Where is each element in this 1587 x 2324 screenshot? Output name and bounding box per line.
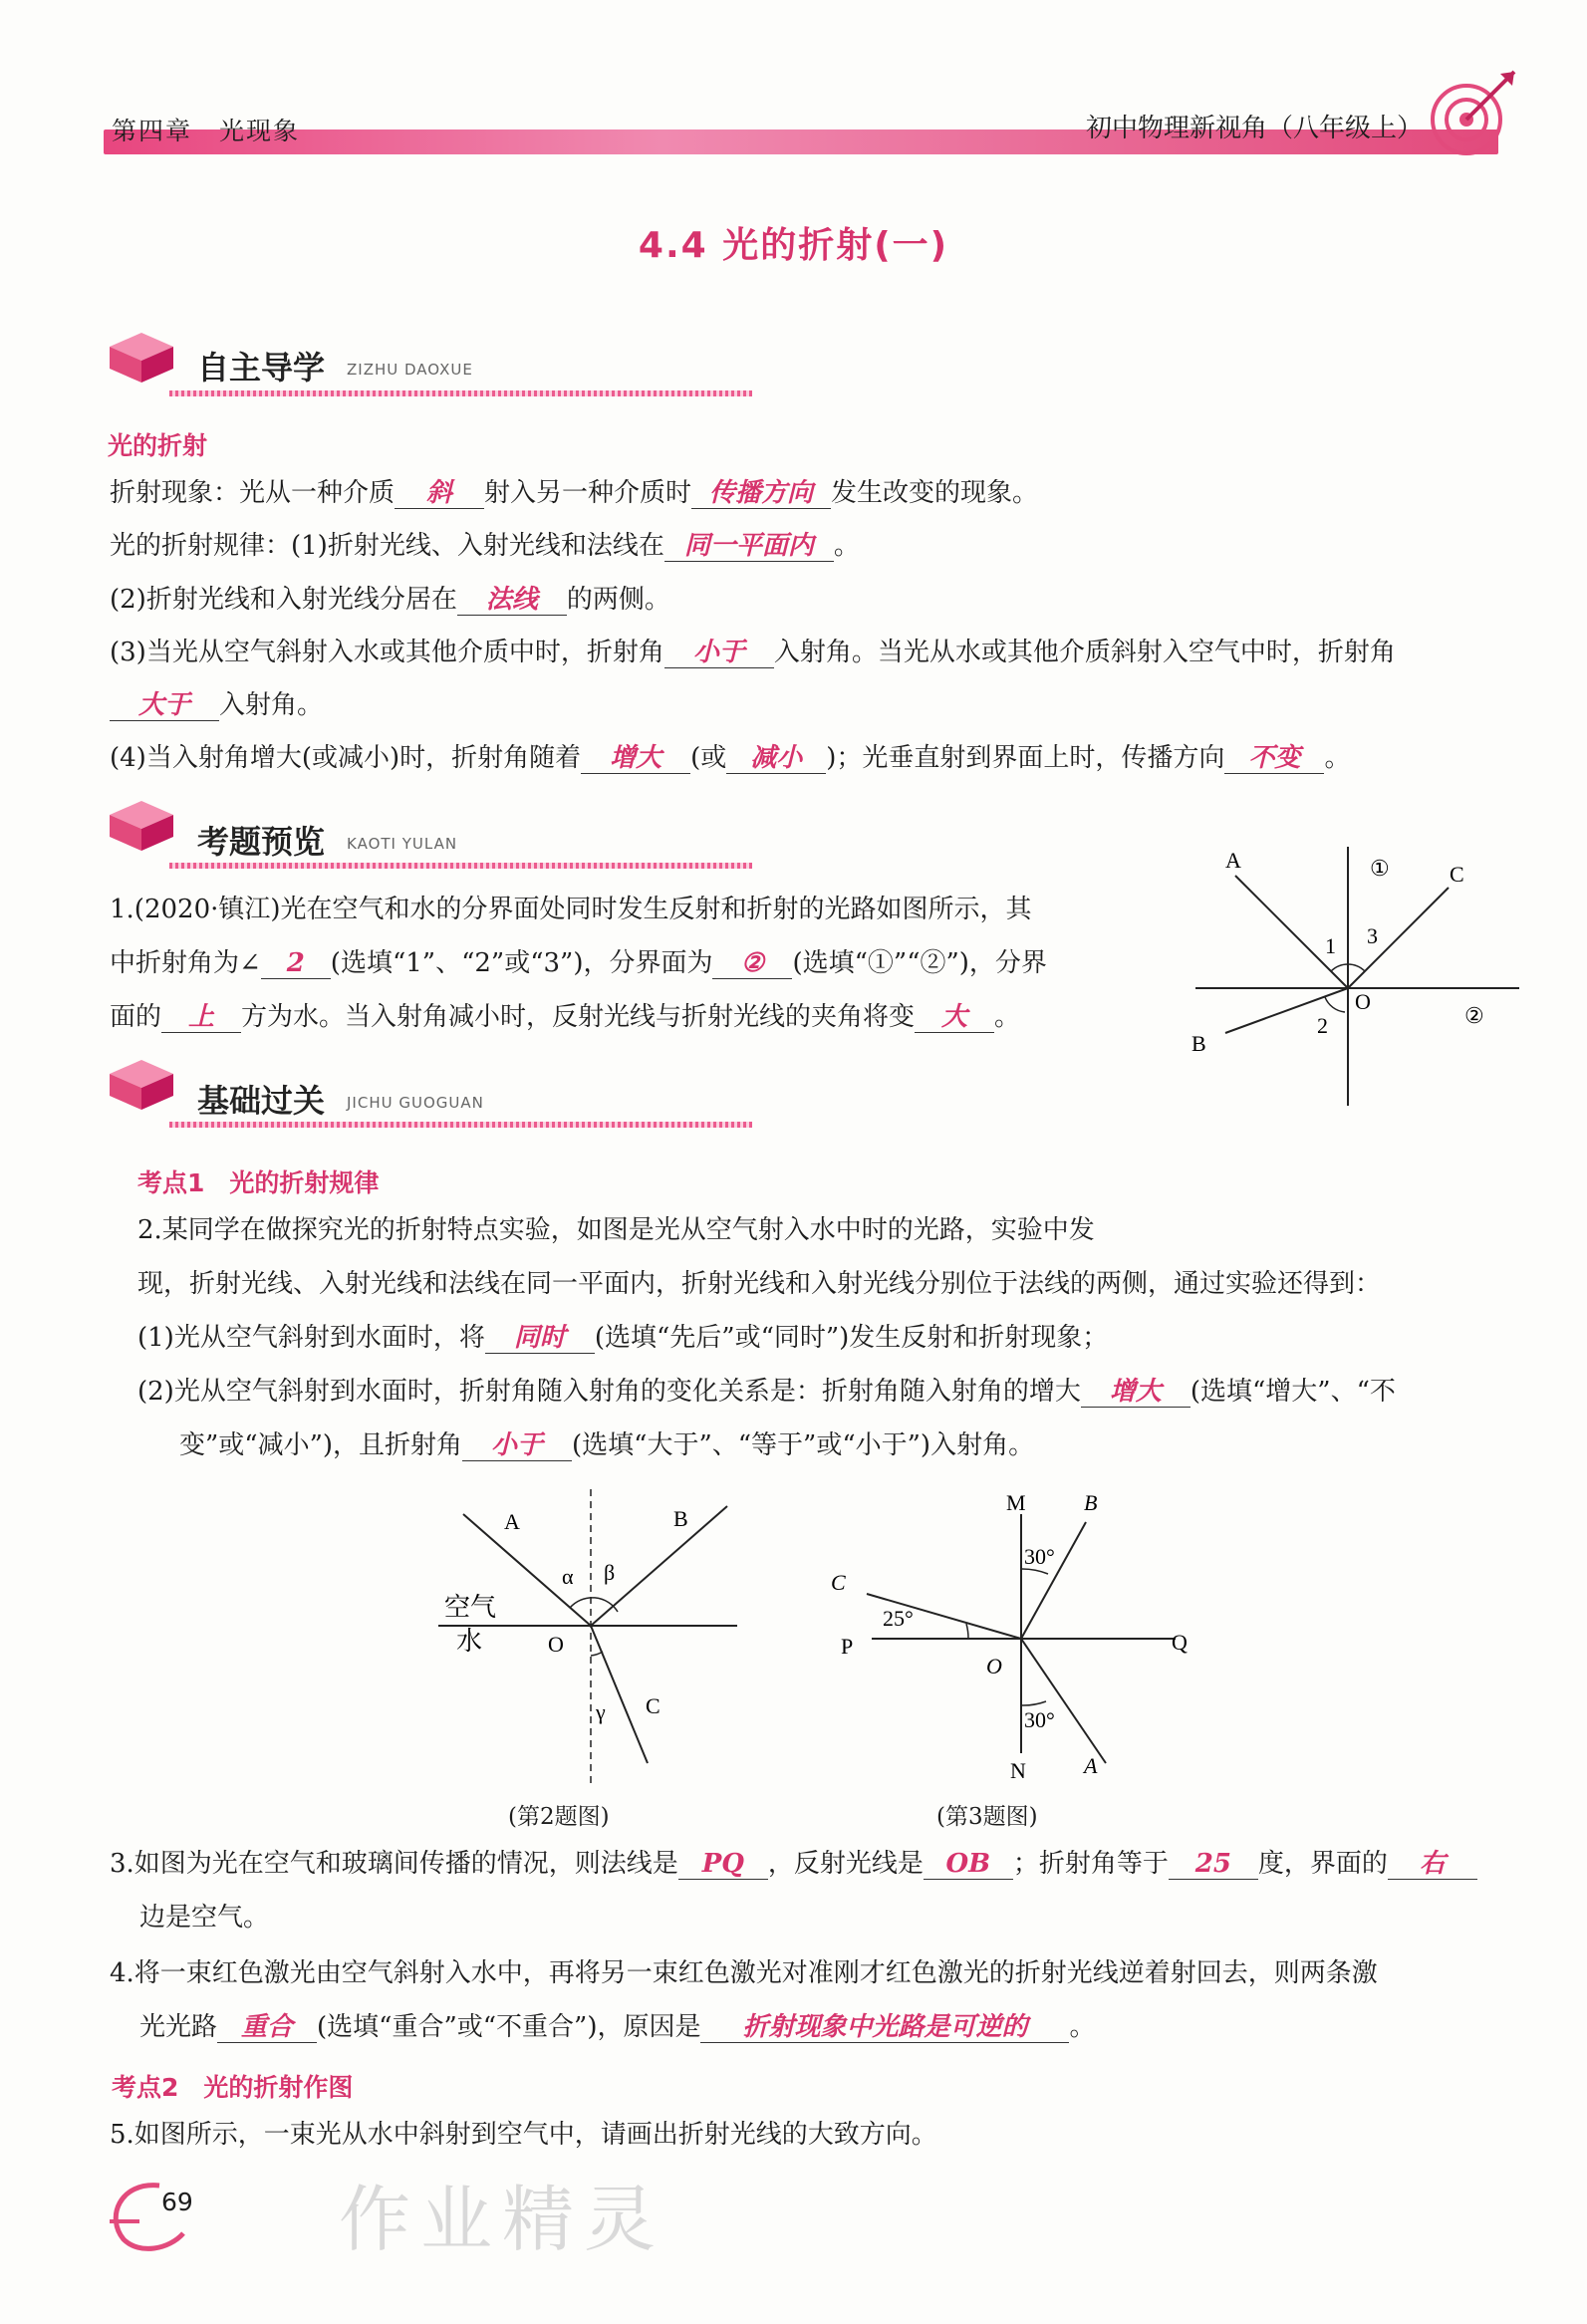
fig3-angle-25: 25° <box>883 1606 914 1631</box>
guide-line-6: (4)当入射角增大(或减小)时，折射角随着 增大 (或 减小 )；光垂直射到界面上时，传播方向 不变 。 <box>110 743 1351 773</box>
answer-blank: 小于 <box>462 1430 572 1461</box>
fig2-label-a: A <box>504 1509 520 1534</box>
answer-blank: OB <box>924 1849 1013 1880</box>
q3-line-2: 边是空气。 <box>139 1903 270 1933</box>
guide-line-2: 光的折射规律：(1)折射光线、入射光线和法线在 同一平面内 。 <box>110 531 860 561</box>
fig2-label-c: C <box>646 1693 661 1718</box>
section-cube-icon <box>106 1056 177 1112</box>
answer-blank: 同时 <box>485 1323 595 1354</box>
q5-line: 5.如图所示，一束光从水中斜射到空气中，请画出折射光线的大致方向。 <box>110 2120 937 2150</box>
section-pinyin-jichu: JICHU GUOGUAN <box>347 1094 484 1112</box>
answer-blank: 增大 <box>581 743 690 774</box>
answer-blank: 法线 <box>457 585 567 616</box>
fig2-alpha: α <box>562 1564 574 1589</box>
fig3-caption: (第3题图) <box>936 1804 1038 1830</box>
section-title-kaoti: 考题预览 <box>197 823 326 861</box>
fig1-label-a: A <box>1225 848 1241 873</box>
answer-blank: 2 <box>261 948 331 979</box>
answer-blank: 大于 <box>110 690 219 721</box>
fig1-angle-2: 2 <box>1317 1013 1328 1038</box>
heading-refraction: 光的折射 <box>108 431 208 460</box>
fig3-label-o: O <box>986 1654 1002 1678</box>
q2-line-5: 变”或“减小”)，且折射角 小于 (选填“大于”、“等于”或“小于”)入射角。 <box>179 1430 1035 1460</box>
section-divider <box>169 1122 752 1128</box>
fig3-angle-30-bottom: 30° <box>1024 1707 1055 1732</box>
fig3-label-n: N <box>1010 1758 1026 1783</box>
q2-line-2: 现，折射光线、入射光线和法线在同一平面内，折射光线和入射光线分别位于法线的两侧，通过实验还得到： <box>137 1269 1382 1299</box>
fig1-region-2: ② <box>1464 1003 1484 1028</box>
fig3-label-m: M <box>1006 1490 1026 1515</box>
answer-blank: 不变 <box>1224 743 1324 774</box>
fig1-region-1: ① <box>1370 856 1390 881</box>
fig3-label-c: C <box>831 1570 846 1595</box>
kp1-heading: 考点1 光的折射规律 <box>137 1168 380 1197</box>
answer-blank: PQ <box>678 1849 768 1880</box>
page-number: 69 <box>161 2188 193 2216</box>
chapter-label: 第四章 光现象 <box>112 117 301 145</box>
section-cube-icon <box>106 329 177 385</box>
fig1-angle-1: 1 <box>1325 933 1336 958</box>
answer-blank: 右 <box>1388 1849 1477 1880</box>
guide-line-3: (2)折射光线和入射光线分居在 法线 的两侧。 <box>110 585 670 615</box>
q1-line-3: 面的 上 方为水。当入射角减小时，反射光线与折射光线的夹角将变 大 。 <box>110 1002 1021 1032</box>
q4-line-1: 4.将一束红色激光由空气斜射入水中，再将另一束红色激光对准刚才红色激光的折射光线逆着射回去，则两条激 <box>110 1958 1378 1988</box>
fig3-label-a: A <box>1084 1753 1098 1778</box>
fig2-air-label: 空气 <box>444 1593 497 1623</box>
fig3-angle-30-top: 30° <box>1024 1544 1055 1569</box>
fig1-label-c: C <box>1450 862 1464 887</box>
q2-line-4: (2)光从空气斜射到水面时，折射角随入射角的变化关系是：折射角随入射角的增大 增大 (选填“增大”、“不 <box>137 1377 1396 1407</box>
guide-line-4: (3)当光从空气斜射入水或其他介质中时，折射角 小于 入射角。当光从水或其他介质斜射入空气中时，折射角 <box>110 638 1396 667</box>
answer-blank: 同一平面内 <box>664 531 834 562</box>
q2-figure <box>428 1484 757 1803</box>
fig1-angle-3: 3 <box>1367 923 1378 948</box>
answer-blank: 斜 <box>395 478 484 509</box>
kp2-heading: 考点2 光的折射作图 <box>112 2073 354 2102</box>
book-title: 初中物理新视角（八年级上） <box>1086 114 1424 143</box>
fig2-water-label: 水 <box>456 1627 483 1657</box>
answer-blank: 传播方向 <box>691 478 831 509</box>
q3-line-1: 3.如图为光在空气和玻璃间传播的情况，则法线是 PQ ，反射光线是 OB ；折射角等于 25 度，界面的 右 <box>110 1849 1477 1880</box>
answer-blank: 大 <box>915 1002 994 1033</box>
answer-blank: 减小 <box>726 743 826 774</box>
section-pinyin-zizhu: ZIZHU DAOXUE <box>347 361 473 379</box>
guide-line-5: 大于 入射角。 <box>110 690 323 721</box>
fig2-label-b: B <box>673 1506 688 1531</box>
section-title-jichu: 基础过关 <box>197 1082 326 1120</box>
answer-blank: 重合 <box>217 2012 317 2043</box>
guide-line-1: 折射现象：光从一种介质 斜 射入另一种介质时 传播方向 发生改变的现象。 <box>110 478 1039 508</box>
q1-figure <box>1186 842 1524 1111</box>
q2-line-1: 2.某同学在做探究光的折射特点实验，如图是光从空气射入水中时的光路，实验中发 <box>137 1215 1095 1245</box>
q2-line-3: (1)光从空气斜射到水面时，将 同时 (选填“先后”或“同时”)发生反射和折射现象； <box>137 1323 1109 1353</box>
target-icon <box>1415 58 1524 167</box>
answer-blank: 增大 <box>1081 1377 1190 1408</box>
q1-line-2: 中折射角为∠ 2 (选填“1”、“2”或“3”)，分界面为 ② (选填“①”“②”)，分界 <box>110 948 1047 978</box>
section-pinyin-kaoti: KAOTI YULAN <box>347 835 458 853</box>
section-cube-icon <box>106 797 177 853</box>
q1-line-1: 1.(2020·镇江)光在空气和水的分界面处同时发生反射和折射的光路如图所示，其 <box>110 895 1032 924</box>
fig3-label-b: B <box>1084 1490 1098 1515</box>
q3-figure <box>817 1474 1215 1793</box>
fig2-beta: β <box>604 1560 616 1585</box>
fig1-label-o: O <box>1355 989 1371 1014</box>
section-divider <box>169 863 752 869</box>
fig2-caption: (第2题图) <box>508 1804 610 1830</box>
q4-line-2: 光光路 重合 (选填“重合”或“不重合”)，原因是 折射现象中光路是可逆的 。 <box>139 2012 1096 2042</box>
fig3-label-q: Q <box>1172 1630 1188 1655</box>
answer-blank: ② <box>712 948 792 979</box>
fig1-label-b: B <box>1191 1031 1206 1056</box>
answer-blank: 小于 <box>664 638 774 668</box>
section-title-zizhu: 自主导学 <box>197 349 326 387</box>
page-title: 4.4 光的折射(一) <box>638 225 949 266</box>
fig2-gamma: γ <box>596 1699 606 1724</box>
answer-blank: 折射现象中光路是可逆的 <box>700 2012 1069 2043</box>
section-divider <box>169 390 752 396</box>
watermark: 作业精灵 <box>339 2178 666 2261</box>
fig2-label-o: O <box>548 1632 564 1657</box>
answer-blank: 上 <box>161 1002 241 1033</box>
fig3-label-p: P <box>841 1634 854 1659</box>
answer-blank: 25 <box>1169 1849 1258 1880</box>
